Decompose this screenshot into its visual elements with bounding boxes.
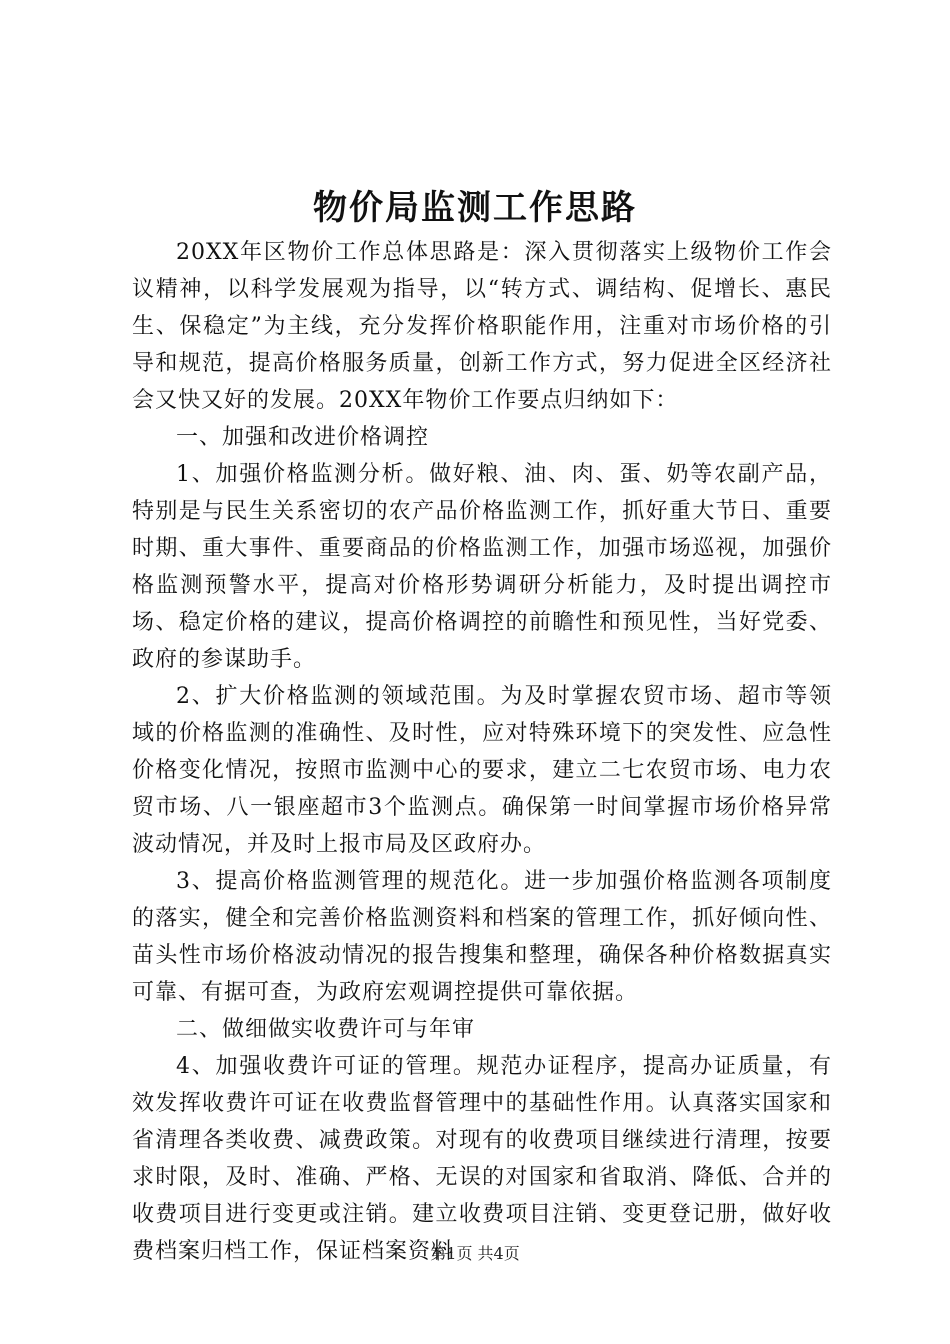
paragraph-item-1: 1、加强价格监测分析。做好粮、油、肉、蛋、奶等农副产品，特别是与民生关系密切的农产品价格监测工作，抓好重大节日、重要时期、重大事件、重要商品的价格监测工作，加强市场巡视，加强价格监测预警水平，提高对价格形势调研分析能力，及时提出调控市场、稳定价格的建议，提高价格调控的前瞻性和预见性，当好党委、政府的参谋助手。	[132, 462, 832, 672]
document-title: 物价局监测工作思路	[313, 188, 637, 228]
section-heading-1: 一、加强和改进价格调控	[176, 425, 430, 450]
intro-paragraph: 20XX年区物价工作总体思路是：深入贯彻落实上级物价工作会议精神，以科学发展观为指导，以“转方式、调结构、促增长、惠民生、保稳定”为主线，充分发挥价格职能作用，注重对市场价格的引导和规范，提高价格服务质量，创新工作方式，努力促进全区经济社会又快又好的发展。20XX年物价工作要点归纳如下：	[132, 240, 832, 413]
section-heading-2: 二、做细做实收费许可与年审	[176, 1017, 476, 1042]
paragraph-item-3: 3、提高价格监测管理的规范化。进一步加强价格监测各项制度的落实，健全和完善价格监测资料和档案的管理工作，抓好倾向性、苗头性市场价格波动情况的报告搜集和整理，确保各种价格数据真实可靠、有据可查，为政府宏观调控提供可靠依据。	[132, 869, 832, 1005]
page-footer: 第1页 共4页	[430, 1244, 520, 1263]
paragraph-item-4: 4、加强收费许可证的管理。规范办证程序，提高办证质量，有效发挥收费许可证在收费监督管理中的基础性作用。认真落实国家和省清理各类收费、减费政策。对现有的收费项目继续进行清理，按要求时限，及时、准确、严格、无误的对国家和省取消、降低、合并的收费项目进行变更或注销。建立收费项目注销、变更登记册，做好收费档案归档工作，保证档案资料	[132, 1054, 832, 1264]
document-body	[132, 234, 832, 1270]
paragraph-item-2: 2、扩大价格监测的领域范围。为及时掌握农贸市场、超市等领域的价格监测的准确性、及时性，应对特殊环境下的突发性、应急性价格变化情况，按照市监测中心的要求，建立二七农贸市场、电力农贸市场、八一银座超市3个监测点。确保第一时间掌握市场价格异常波动情况，并及时上报市局及区政府办。	[132, 684, 832, 857]
